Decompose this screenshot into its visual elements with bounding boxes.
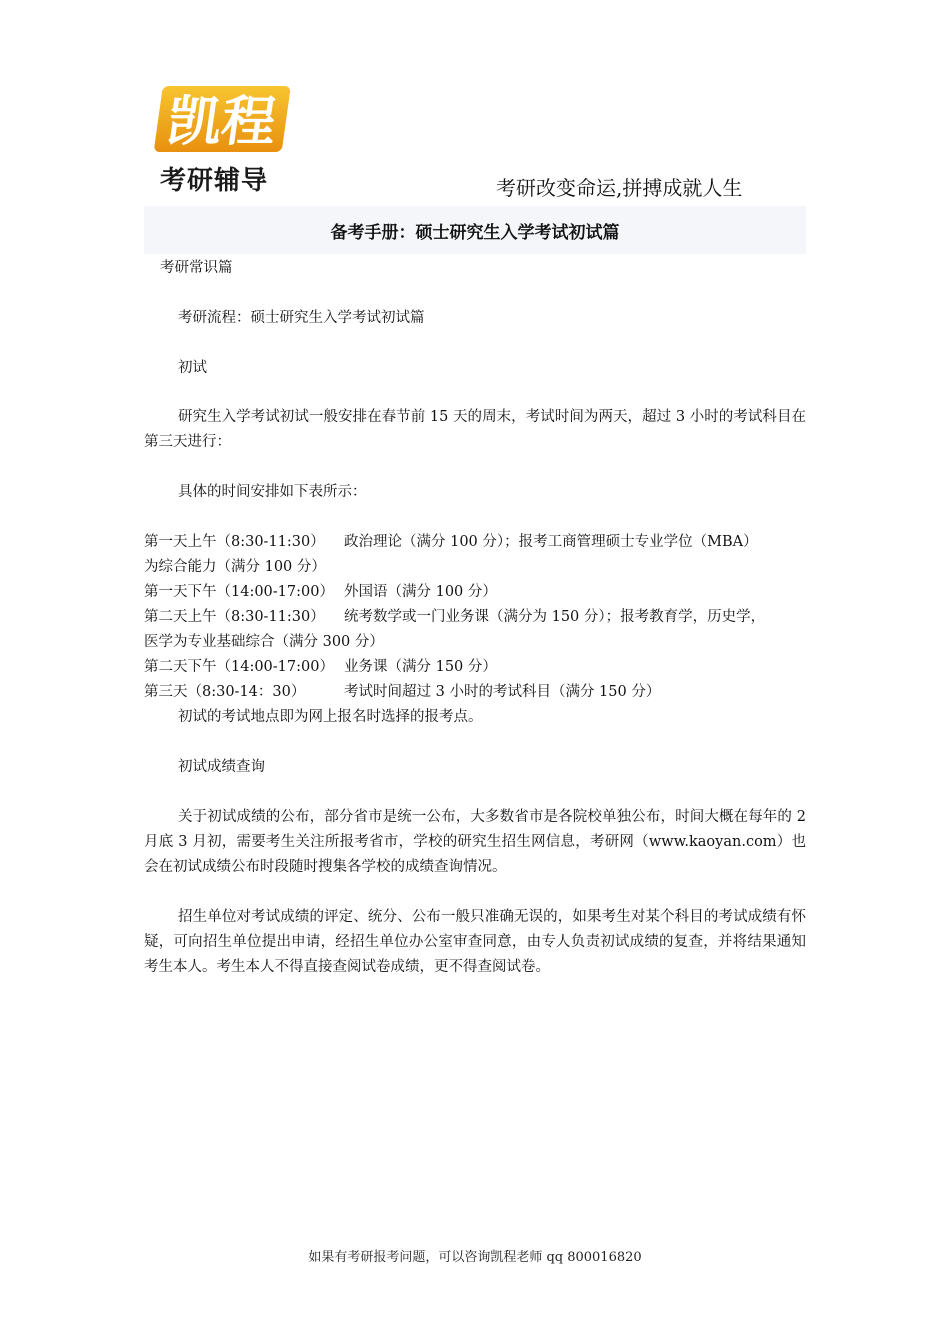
title-bar xyxy=(144,206,806,254)
schedule-time: 第一天上午（8:30-11:30） xyxy=(144,534,325,550)
flow-title: 考研流程：硕士研究生入学考试初试篇 xyxy=(178,310,425,326)
kaicheng-logo xyxy=(150,78,300,198)
section-label: 考研常识篇 xyxy=(160,260,233,276)
schedule-content-cont: 为综合能力（满分 100 分） xyxy=(144,559,326,575)
footer-contact: 如果有考研报考问题，可以咨询凯程老师 qq 800016820 xyxy=(308,1250,642,1265)
review-paragraph: 招生单位对考试成绩的评定、统分、公布一般只准确无误的，如果考生对某个科目的考试成绩有怀疑，可向招生单位提出申请，经招生单位办公室审查同意，由专人负责初试成绩的复查，并将结果通知考生本人。考生本人不得直接查阅试卷成绩，更不得查阅试卷。 xyxy=(144,909,806,975)
slogan: 考研改变命运,拼搏成就人生 xyxy=(496,176,743,200)
schedule-row-continuation xyxy=(144,555,814,580)
schedule-row-continuation xyxy=(144,630,814,655)
schedule-row xyxy=(144,530,814,555)
schedule-content: 统考数学或一门业务课（满分为 150 分）；报考教育学，历史学， xyxy=(344,609,766,625)
schedule-row xyxy=(144,580,814,605)
schedule-content: 业务课（满分 150 分） xyxy=(344,659,497,675)
score-paragraph: 关于初试成绩的公布，部分省市是统一公布，大多数省市是各院校单独公布，时间大概在每年的 2 月底 3 月初，需要考生关注所报考省市，学校的研究生招生网信息，考研网（www.kaoyan.com）也会在初试成绩公布时段随时搜集各学校的成绩查询情况。 xyxy=(144,809,806,875)
schedule-content: 外国语（满分 100 分） xyxy=(344,584,497,600)
schedule-row xyxy=(144,605,814,630)
location-note: 初试的考试地点即为网上报名时选择的报考点。 xyxy=(178,709,483,725)
table-intro: 具体的时间安排如下表所示： xyxy=(178,484,367,500)
schedule-list xyxy=(144,530,814,705)
schedule-time: 第一天下午（14:00-17:00） xyxy=(144,584,334,600)
chushi-heading: 初试 xyxy=(178,360,207,376)
schedule-time: 第三天（8:30-14：30） xyxy=(144,684,306,700)
schedule-row xyxy=(144,680,814,705)
schedule-row xyxy=(144,655,814,680)
svg-text:凯程: 凯程 xyxy=(163,90,281,153)
schedule-time: 第二天上午（8:30-11:30） xyxy=(144,609,325,625)
intro-paragraph: 研究生入学考试初试一般安排在春节前 15 天的周末，考试时间为两天，超过 3 小时的考试科目在第三天进行： xyxy=(144,409,806,450)
kaicheng-logo-mark xyxy=(150,78,300,158)
schedule-content-cont: 医学为专业基础综合（满分 300 分） xyxy=(144,634,384,650)
document-title: 备考手册：硕士研究生入学考试初试篇 xyxy=(330,223,620,243)
schedule-content: 政治理论（满分 100 分）；报考工商管理硕士专业学位（MBA） xyxy=(344,534,758,550)
schedule-content: 考试时间超过 3 小时的考试科目（满分 150 分） xyxy=(344,684,661,700)
schedule-time: 第二天下午（14:00-17:00） xyxy=(144,659,334,675)
score-heading: 初试成绩查询 xyxy=(178,759,265,775)
logo-subtitle: 考研辅导 xyxy=(160,166,269,196)
